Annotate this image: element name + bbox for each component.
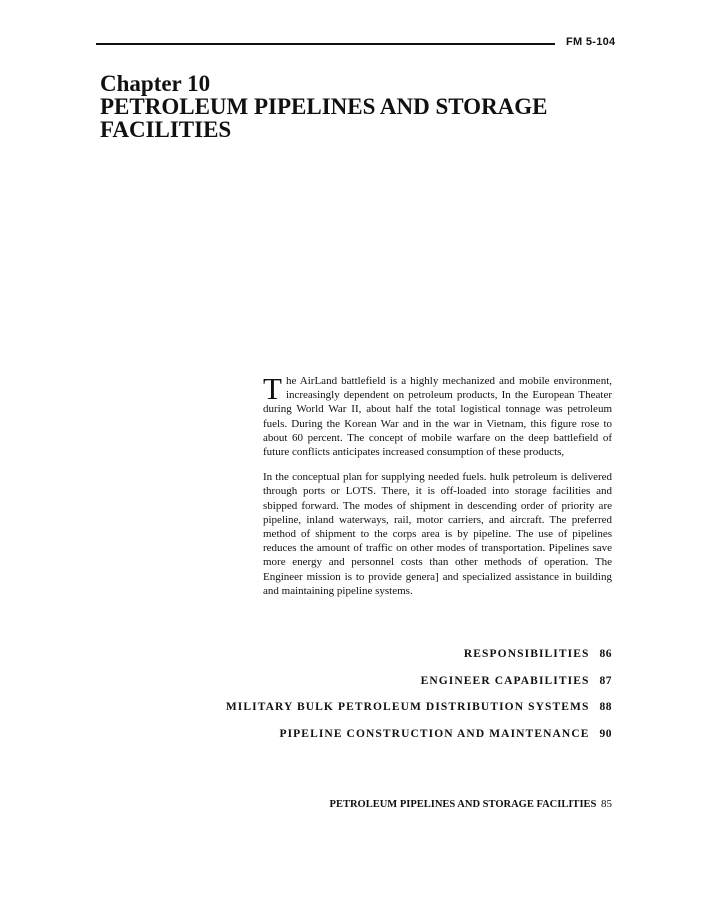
toc-entry-label: PIPELINE CONSTRUCTION AND MAINTENANCE — [279, 728, 590, 740]
toc-entry-page: 86 — [599, 648, 612, 660]
intro-paragraph-1 — [263, 371, 612, 459]
toc-entry-engineer-capabilities — [160, 675, 612, 687]
intro-paragraph-1-body: he AirLand battlefield is a highly mechanized and mobile environment, increasingly dependent on petroleum products, In the European Theater during World War II, about half the total logistical tonnage was petroleum fuels. During the Korean War and in the war in Vietnam, this figure rose to about 60 percent. The concept of mobile warfare on the deep battlefield of future conflicts anticipates increased consumption of these products, — [263, 375, 612, 459]
chapter-number: Chapter 10 — [100, 71, 211, 96]
footer-page-number: 85 — [601, 798, 612, 810]
intro-text — [263, 371, 612, 598]
toc-entry-page: 87 — [599, 675, 612, 687]
toc-entry-label: MILITARY BULK PETROLEUM DISTRIBUTION SYSTEMS — [225, 701, 590, 713]
toc-entry-distribution-systems — [160, 701, 612, 713]
toc-entry-label: RESPONSIBILITIES — [463, 648, 590, 660]
toc-entry-page: 90 — [599, 728, 612, 740]
page-footer — [250, 798, 612, 810]
chapter-title-line2: FACILITIES — [100, 117, 232, 142]
footer-title: PETROLEUM PIPELINES AND STORAGE FACILITIES — [329, 799, 597, 810]
intro-paragraph-2: In the conceptual plan for supplying needed fuels. hulk petroleum is delivered through ports or LOTS. There, it is off-loaded into storage facilities and sbipped forward. The modes of shipment in descending order of priority are pipeline, inland waterways, rail, motor carriers, and aircraft. The preferred method of shipment to the corps area is by pipeline. The use of pipelines reduces the amount of traffic on other modes of transportation. Pipelines save more energy and personnel costs than other methods of operation. The Engineer mission is to provide genera] and specialized assistance in building and maintaining pipeline systems. — [263, 471, 612, 597]
chapter-title-line1: PETROLEUM PIPELINES AND STORAGE — [100, 94, 548, 119]
toc-entry-page: 88 — [599, 701, 612, 713]
drop-cap: T — [263, 371, 282, 406]
toc-entry-label: ENGINEER CAPABILITIES — [420, 675, 590, 687]
chapter-heading — [100, 72, 640, 141]
manual-code: FM 5-104 — [566, 36, 616, 48]
toc-entry-pipeline-construction — [160, 728, 612, 740]
header-rule — [96, 43, 555, 45]
toc-entry-responsibilities — [160, 648, 612, 660]
